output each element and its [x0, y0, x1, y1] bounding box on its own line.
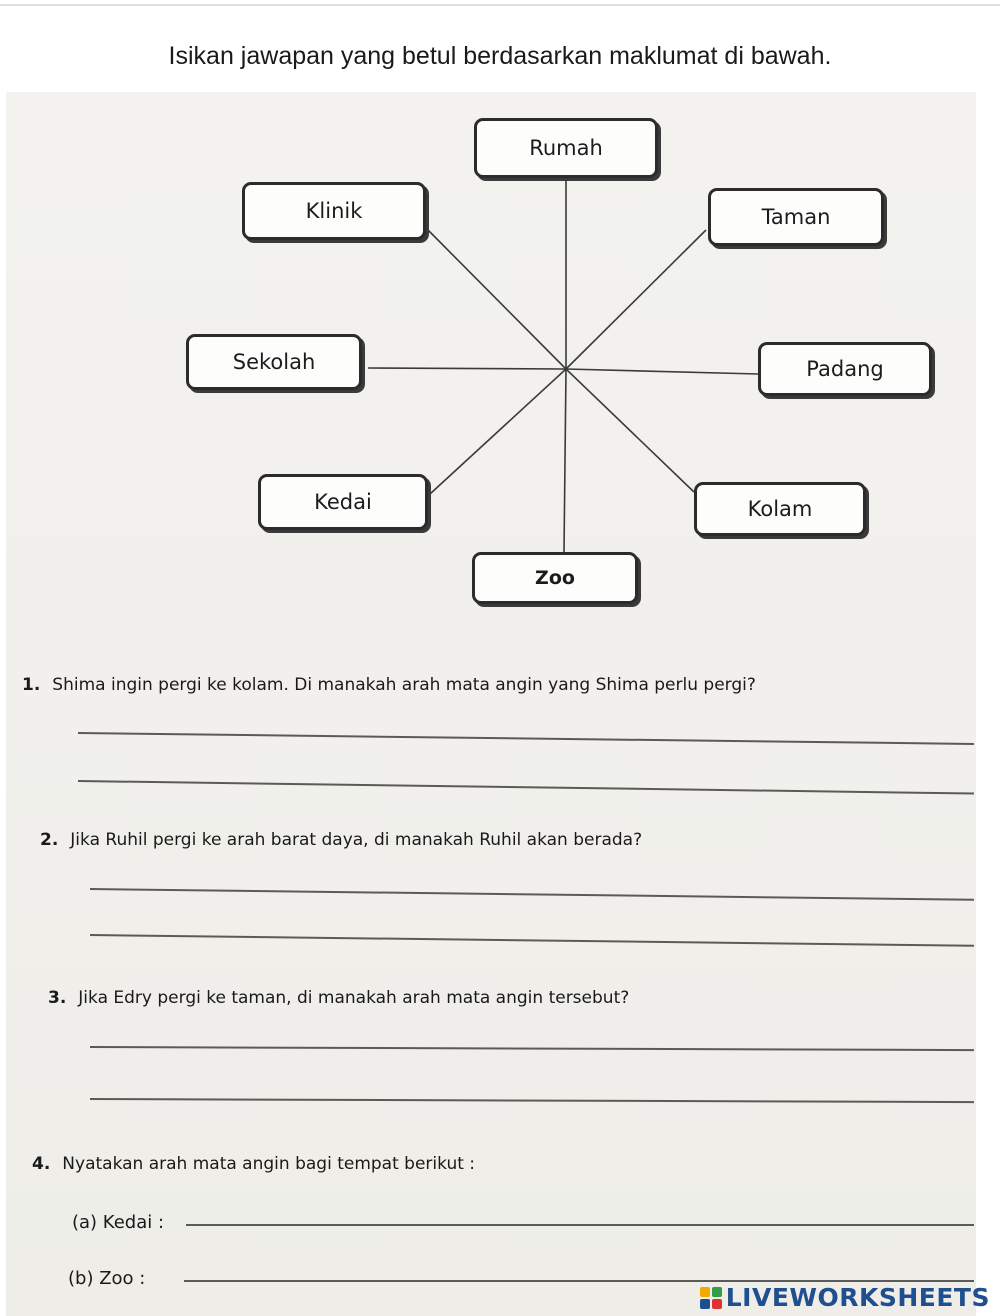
answer-line-4b[interactable] [184, 1280, 974, 1282]
liveworksheets-logo-icon [700, 1287, 722, 1309]
place-east-padang: Padang [758, 342, 932, 396]
instruction-text: Isikan jawapan yang betul berdasarkan maklumat di bawah. [168, 42, 832, 70]
question-1-number: 1. [22, 675, 41, 695]
answer-line-3b[interactable] [90, 1098, 974, 1103]
compass-line-southeast [566, 369, 694, 492]
question-2 [40, 830, 642, 850]
logo-square-4 [712, 1299, 722, 1309]
answer-line-4a[interactable] [186, 1224, 974, 1226]
place-north-rumah: Rumah [474, 118, 658, 178]
sub-item-b-label: (b) Zoo : [68, 1268, 146, 1289]
question-2-number: 2. [40, 830, 59, 850]
answer-line-2a[interactable] [90, 888, 974, 901]
liveworksheets-watermark [700, 1283, 990, 1312]
compass-diagram [6, 92, 976, 712]
place-northwest-klinik: Klinik [242, 182, 426, 240]
place-southwest-kedai: Kedai [258, 474, 428, 530]
question-3-text: Jika Edry pergi ke taman, di manakah arah mata angin tersebut? [78, 988, 630, 1008]
compass-line-east [566, 369, 758, 374]
compass-line-west [368, 368, 566, 369]
question-3 [48, 988, 629, 1008]
question-4-number: 4. [32, 1154, 51, 1174]
worksheet-sheet [6, 92, 976, 1316]
question-3-number: 3. [48, 988, 67, 1008]
place-southeast-kolam: Kolam [694, 482, 866, 536]
compass-line-southwest [430, 369, 566, 494]
question-4 [32, 1154, 475, 1174]
answer-line-1b[interactable] [78, 780, 974, 795]
place-south-zoo: Zoo [472, 552, 638, 604]
logo-square-1 [700, 1287, 710, 1297]
answer-line-1a[interactable] [78, 732, 974, 745]
liveworksheets-text: LIVEWORKSHEETS [725, 1283, 990, 1312]
sub-item-a-label: (a) Kedai : [72, 1212, 165, 1233]
question-1-text: Shima ingin pergi ke kolam. Di manakah arah mata angin yang Shima perlu pergi? [52, 675, 756, 695]
place-northeast-taman: Taman [708, 188, 884, 246]
compass-line-south [564, 369, 566, 552]
answer-line-3a[interactable] [90, 1046, 974, 1051]
answer-line-2b[interactable] [90, 934, 974, 947]
question-2-text: Jika Ruhil pergi ke arah barat daya, di manakah Ruhil akan berada? [70, 830, 643, 850]
compass-line-northeast [566, 230, 706, 369]
compass-line-northwest [428, 230, 566, 369]
question-1 [22, 675, 962, 695]
place-west-sekolah: Sekolah [186, 334, 362, 390]
question-4-text: Nyatakan arah mata angin bagi tempat berikut : [62, 1154, 476, 1174]
top-divider [0, 4, 1000, 6]
logo-square-2 [712, 1287, 722, 1297]
logo-square-3 [700, 1299, 710, 1309]
